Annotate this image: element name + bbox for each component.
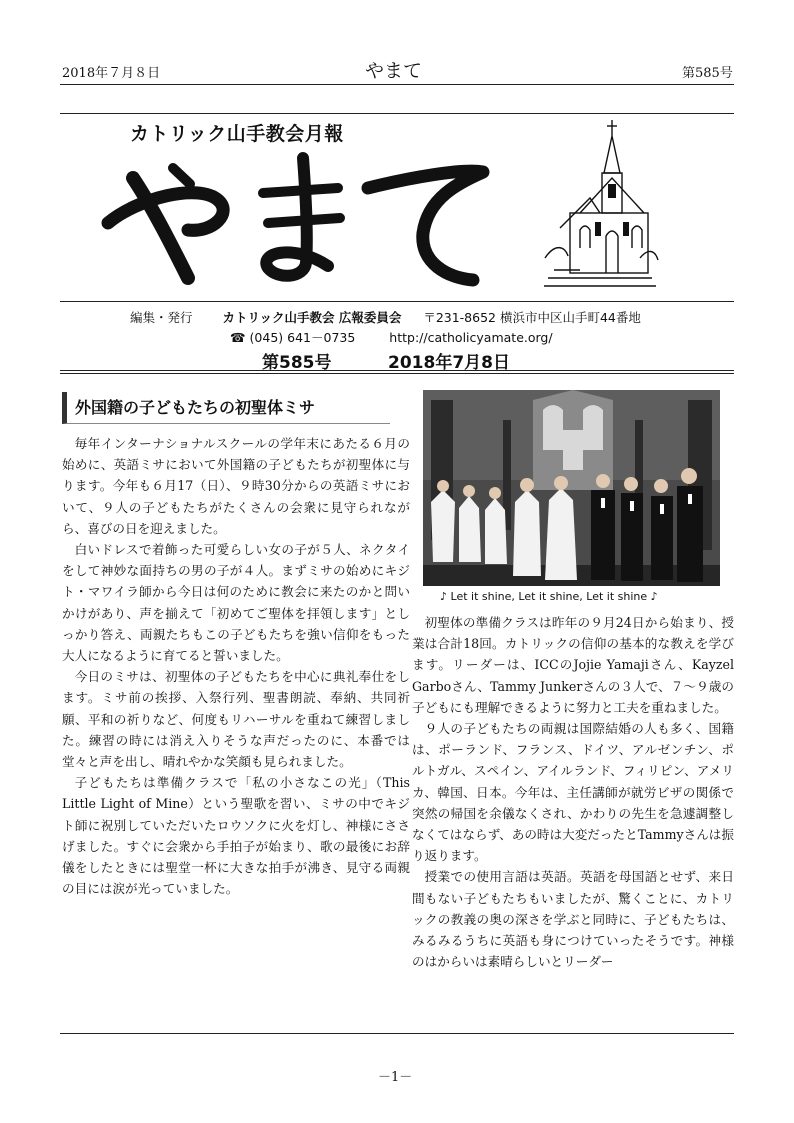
contact-line bbox=[230, 328, 553, 346]
photo-caption: ♪ Let it shine, Let it shine, Let it shine ♪ bbox=[440, 590, 658, 603]
article-right-column bbox=[412, 612, 734, 972]
article-paragraph: 今日のミサは、初聖体の子どもたちを中心に典礼奉仕をします。ミサ前の挨拶、入祭行列、聖書朗読、奉納、共同祈願、平和の祈りなど、何度もリハーサルを重ねて練習しました。練習の時には消え入りそうな声だったのに、本番では堂々と声を出し、晴れやかな笑顔も見られました。 bbox=[62, 669, 410, 770]
header-issue: 第585号 bbox=[682, 66, 733, 81]
header-title: やまて bbox=[365, 60, 423, 82]
article-paragraph: ９人の子どもたちの両親は国際結婚の人も多く、国籍は、ポーランド、フランス、ドイツ、アルゼンチン、ポルトガル、スペイン、アイルランド、フィリピン、アメリカ、韓国、日本。今年は、主任講師が就労ビザの関係で突然の帰国を余儀なくされ、かわりの先生を急遽調整しなくてはならず、あの時は大変だったとTammyさんは振り返ります。 bbox=[412, 721, 734, 864]
issue-number: 第585号 bbox=[262, 353, 332, 373]
masthead-subtitle: カトリック山手教会月報 bbox=[130, 123, 344, 145]
article-paragraph: 子どもたちは準備クラスで「私の小さなこの光」（This Little Light of Mine）という聖歌を習い、ミサの中でキジト師に祝別していただいたロウソクに火を灯し、神様にささげました。すぐに会衆から手拍子が始まり、歌の最後にお辞儀をしたときには聖堂一杯に大きな拍手が沸き、見守る両親の目には涙が光っていました。 bbox=[62, 775, 410, 897]
article-paragraph: 初聖体の準備クラスは昨年の９月24日から始まり、授業は合計18回。カトリックの信仰の基本的な教えを学びます。リーダーは、ICCのJojie Yamajiさん、Kayzel Garboさん、Tammy Junkerさんの３人で、７～９歳の子どもにも理解できるように努力と工夫を重ねました。 bbox=[412, 615, 734, 715]
masthead-bottom-rule bbox=[60, 301, 734, 302]
masthead-logo bbox=[78, 138, 498, 288]
issue-date: 2018年7月8日 bbox=[388, 353, 510, 373]
article-paragraph: 白いドレスで着飾った可愛らしい女の子が５人、ネクタイをして神妙な面持ちの男の子が４人。まずミサの始めにキジト・マワイラ師から今日は何のために教会に来たのかと問いかけがあり、声を揃えて「初めてご聖体を拝領します」としっかり答え、両親たちもこの子どもたちを強い信仰をもった大人になるように育てると誓いました。 bbox=[62, 542, 410, 664]
publisher-address: 〒231-8652 横浜市中区山手町44番地 bbox=[423, 310, 641, 325]
first-communion-photo bbox=[423, 390, 720, 586]
church-drawing-icon bbox=[540, 118, 660, 296]
publisher-url[interactable]: http://catholicyamate.org/ bbox=[389, 330, 553, 345]
issue-double-rule bbox=[60, 370, 734, 374]
article-paragraph: 授業での使用言語は英語。英語を母国語とせず、来日間もない子どもたちもいましたが、驚くことに、カトリックの教義の奥の深さを学ぶと同時に、子どもたちは、みるみるうちに英語も身につけていったそうです。神様のはからいは素晴らしいとリーダー bbox=[412, 869, 734, 970]
article-paragraph: 毎年インターナショナルスクールの学年末にあたる６月の始めに、英語ミサにおいて外国籍の子どもたちが初聖体に与ります。今年も６月17（日）、９時30分からの英語ミサにおいて、９人の子どもたちがたくさんの会衆に見守られながら、喜びの日を迎えました。 bbox=[62, 436, 410, 536]
publisher-phone: ☎ (045) 641－0735 bbox=[230, 330, 356, 345]
publisher-line bbox=[130, 308, 641, 326]
header-rule bbox=[60, 84, 734, 85]
masthead-top-rule bbox=[60, 113, 734, 114]
article-left-column bbox=[62, 433, 410, 899]
article-title: 外国籍の子どもたちの初聖体ミサ bbox=[62, 392, 390, 424]
publisher-org: カトリック山手教会 広報委員会 bbox=[222, 310, 402, 325]
footer-rule bbox=[60, 1033, 734, 1034]
publisher-label: 編集・発行 bbox=[130, 310, 193, 325]
page-number: －1－ bbox=[378, 1070, 413, 1085]
header-date: 2018年７月８日 bbox=[62, 66, 161, 81]
